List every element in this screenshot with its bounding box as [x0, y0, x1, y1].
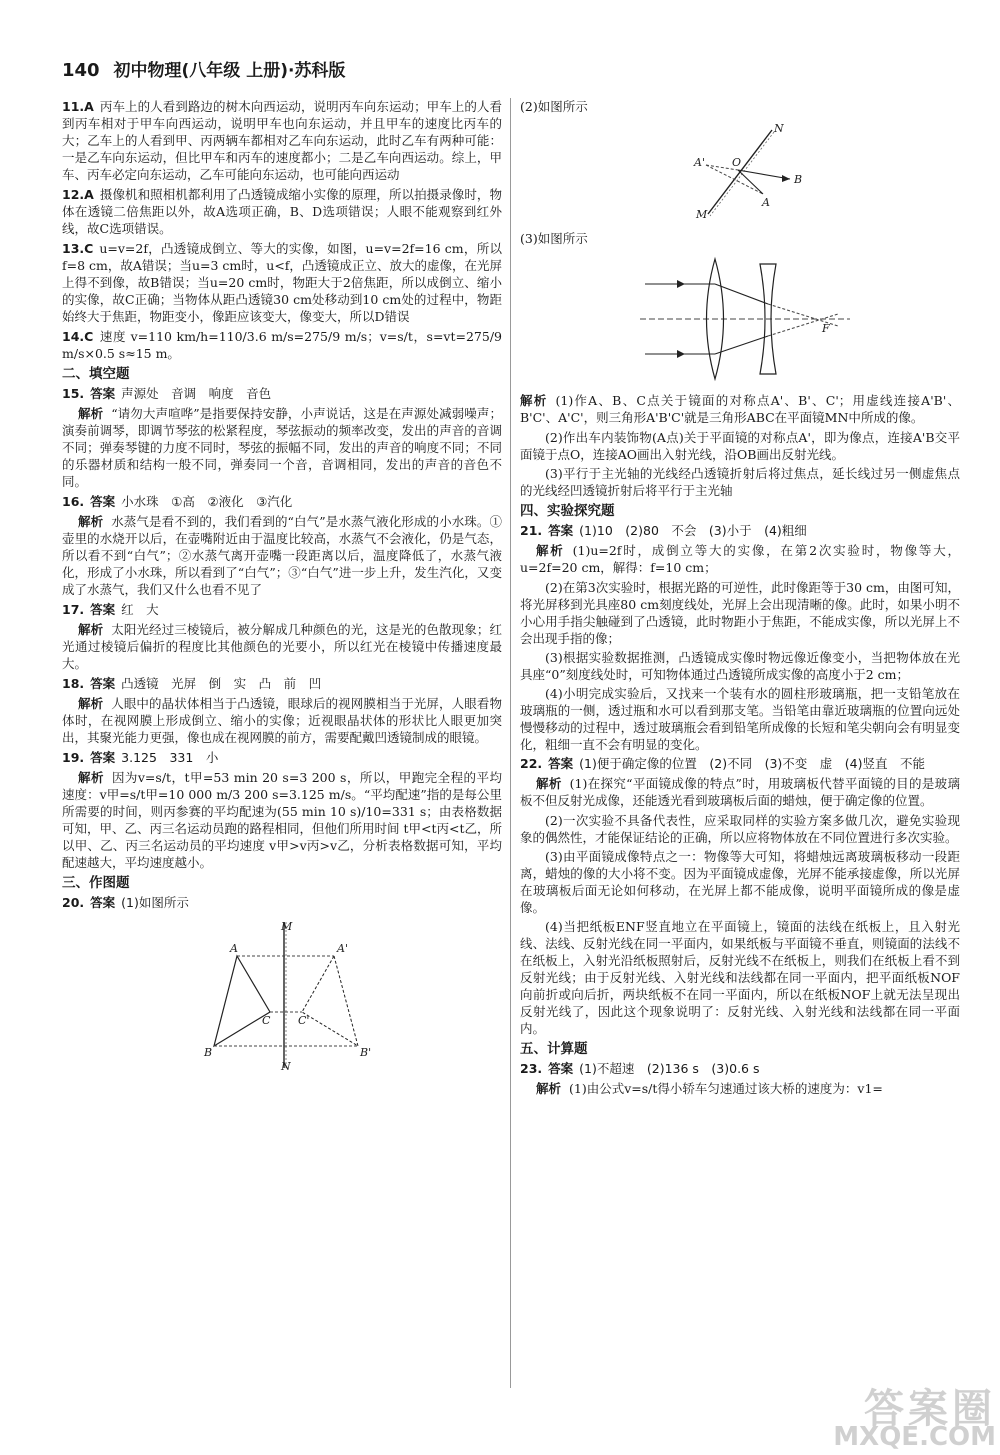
watermark: [833, 1386, 996, 1452]
mirror-reflection-figure: [520, 122, 960, 222]
label-a: A: [230, 942, 238, 955]
answer-text: (1)如图所示: [121, 895, 189, 910]
question-number: 20.: [62, 895, 85, 910]
answer-text: 小水珠 ①高 ②液化 ③汽化: [121, 494, 293, 509]
analysis-21-part2: (2)在第3次实验时，根据光路的可逆性，此时像距等于30 cm，由图可知，将光屏移到光具座80 cm刻度线处，光屏上会出现清晰的像。此时，如果小明不小心用手指尖触碰到了凸透镜，此时物距小于焦距，不能成实像，所以光屏上不会出现手指的像；: [520, 580, 960, 646]
analysis-text: 太阳光经过三棱镜后，被分解成几种颜色的光，这是光的色散现象；红光通过棱镜后偏折的程度比其他颜色的光要小，所以红光在棱镜中传播速度最大。: [62, 622, 502, 671]
analysis-22-part2: (2)一次实验不具备代表性，应采取同样的实验方案多做几次，避免实验现象的偶然性，才能保证结论的正确，所以应将物体放在不同位置进行多次实验。: [520, 813, 960, 845]
label-b: B: [204, 1046, 213, 1059]
analysis-tag: 解析: [536, 1081, 562, 1096]
question-text: 丙车上的人看到路边的树木向西运动，说明丙车向东运动；甲车上的人看到丙车相对于甲车向西运动，说明甲车也向东运动，并且甲车的速度比丙车的大；乙车上的人看到甲、丙两辆车都相对乙车向东运动，此时乙车有两种可能：一是乙车向东运动，但比甲车和丙车的速度都小；二是乙车向西运动。综上，甲车、丙车必定向东运动，乙车可能向东运动，也可能向西运动: [62, 99, 502, 182]
label-m: M: [281, 920, 293, 933]
analysis-text: 人眼中的晶状体相当于凸透镜，眼球后的视网膜相当于光屏，人眼看物体时，在视网膜上形成倒立、缩小的实像；近视眼晶状体的形状比人眼更加突出，其聚光能力更强，像也成在视网膜的前方，需要配戴凹透镜制成的眼镜。: [62, 696, 502, 745]
answer-tag: 答案: [90, 750, 116, 765]
question-number: 19.: [62, 750, 85, 765]
watermark-logo: 答案圈: [864, 1386, 996, 1432]
analysis-22-part4: (4)当把纸板ENF竖直地立在平面镜上，镜面的法线在纸板上，且入射光线、法线、反射光线在同一平面内，如果纸板与平面镜不垂直，则镜面的法线不在纸板上，入射光沿纸板照射后，反射光线不在纸板上，则我们在纸板上看不到反射光线；由于反射光线、入射光线和法线都在同一平面内，把平面纸板NOF向前折或向后折，两块纸板不在同一平面内，所以在纸板NOF上就无法呈现出反射光线了，因此这个现象说明了：反射光线、入射光线和法线都在同一平面内。: [520, 919, 960, 1036]
analysis-text: 因为v=s/t，t甲=53 min 20 s=3 200 s，所以，甲跑完全程的平均速度：v甲=s/t甲=10 000 m/3 200 s=3.125 m/s。“平均配速”指的是每公里所需要的时间，则丙参赛的平均配速为(55 min 10 s)/10=331 s；由表格数据可知，甲、乙、丙三名运动员跑的路程相同，但他们所用时间 t甲<t丙<t乙，所以甲、乙、丙三名运动员的平均速度 v甲>v丙>v乙，分析表格数据可知，平均配速越大，平均速度越小。: [62, 770, 502, 870]
label-a-prime: A': [694, 156, 705, 169]
answer-tag: 答案: [90, 895, 116, 910]
analysis-20: [520, 392, 960, 426]
analysis-tag: 解析: [536, 543, 565, 558]
analysis-text: (1)在探究“平面镜成像的特点”时，用玻璃板代替平面镜的目的是玻璃板不但反射光成像，还能透光看到玻璃板后面的蜡烛，便于确定像的位置。: [520, 776, 960, 808]
page-header: [62, 62, 345, 80]
answer-tag: 答案: [548, 756, 574, 771]
label-c-prime: C': [298, 1014, 310, 1027]
analysis-text: 水蒸气是看不到的，我们看到的“白气”是水蒸气液化形成的小水珠。①壶里的水烧开以后，在壶嘴附近由于温度比较高，水蒸气不会液化，仍是气态，所以看不到“白气”；②水蒸气离开壶嘴一段距离以后，温度降低了，水蒸气液化，形成了小水珠，所以看到了“白气”；③“白气”进一步上升，发生汽化，又变成了水蒸气，我们又什么也看不见了: [62, 514, 502, 597]
question-20: [62, 894, 502, 911]
column-divider: [510, 98, 511, 1388]
page-number: 140: [62, 60, 100, 81]
analysis-20-part3: (3)平行于主光轴的光线经凸透镜折射后将过焦点，延长线过另一侧虚焦点的光线经凹透镜折射后将平行于主光轴: [520, 466, 960, 498]
question-17: [62, 601, 502, 618]
analysis-tag: 解析: [78, 696, 104, 711]
right-column: [520, 98, 960, 1100]
answer-text: 声源处 音调 响度 音色: [121, 386, 272, 401]
label-f: F: [822, 322, 830, 335]
label-n: N: [281, 1060, 291, 1073]
analysis-tag: 解析: [78, 622, 104, 637]
analysis-22-part3: (3)由平面镜成像特点之一：物像等大可知，将蜡烛远离玻璃板移动一段距离，蜡烛的像的大小将不变。因为平面镜成虚像，光屏不能承接虚像，所以光屏在玻璃板后面无论如何移动，在光屏上都不能成像，说明平面镜所成的像是虚像。: [520, 849, 960, 915]
analysis-tag: 解析: [520, 393, 548, 408]
answer-tag: 答案: [90, 494, 116, 509]
section-heading-fill: 二、填空题: [62, 366, 130, 382]
question-text: u=v=2f，凸透镜成倒立、等大的实像，如图，u=v=2f=16 cm，所以f=8 cm，故A错误；当u=3 cm时，u<f，凸透镜成正立、放大的虚像，在光屏上得不到像，故B错误；当u=20 cm时，物距大于2倍焦距，所以成倒立、缩小的实像，故C正确；当物体从距凸透镜30 cm处移动到10 cm处的过程中，物距始终大于焦距，物距变小，像距应该变大，像变大，所以D错误: [62, 241, 502, 324]
question-number: 15.: [62, 386, 85, 401]
analysis-tag: 解析: [78, 406, 104, 421]
analysis-17: [62, 621, 502, 672]
question-15: [62, 385, 502, 402]
label-b-prime: B': [360, 1046, 372, 1059]
answer-text: 3.125 331 小: [121, 750, 219, 765]
triangle-image: [302, 956, 358, 1046]
answer-tag: 答案: [90, 676, 116, 691]
analysis-tag: 解析: [78, 770, 104, 785]
analysis-tag: 解析: [78, 514, 104, 529]
question-16: [62, 493, 502, 510]
label-a: A: [762, 196, 770, 209]
answer-tag: 答案: [548, 523, 574, 538]
question-11: [62, 98, 502, 183]
question-23: [520, 1060, 960, 1077]
label-a-prime: A': [337, 942, 348, 955]
question-number: 12.A: [62, 187, 94, 202]
question-22: [520, 755, 960, 772]
figure-3-caption: (3)如图所示: [520, 231, 588, 246]
question-14: [62, 328, 502, 362]
question-number: 23.: [520, 1061, 543, 1076]
analysis-21-part3: (3)根据实验数据推测，凸透镜成实像时物远像近像变小，当把物体放在光具座“0”刻度线处时，可知物体通过凸透镜所成实像的高度小于2 cm；: [520, 650, 960, 682]
question-number: 13.C: [62, 241, 94, 256]
left-column: [62, 98, 502, 1081]
answer-text: (1)便于确定像的位置 (2)不同 (3)不变 虚 (4)竖直 不能: [579, 756, 925, 771]
label-n: N: [774, 122, 784, 135]
label-o: O: [732, 156, 742, 169]
analysis-20-part2: (2)作出车内装饰物(A点)关于平面镜的对称点A'，即为像点，连接A'B交平面镜于点O，连接AO画出入射光线，沿OB画出反射光线。: [520, 430, 960, 462]
analysis-22: [520, 775, 960, 809]
analysis-text: (1)由公式v=s/t得小轿车匀速通过该大桥的速度为：v1=: [569, 1081, 883, 1096]
section-heading-drawing: 三、作图题: [62, 875, 130, 891]
analysis-text: (1)u=2f时，成倒立等大的实像，在第2次实验时，物像等大，u=2f=20 cm，解得：f=10 cm；: [520, 543, 960, 575]
analysis-23: [520, 1080, 960, 1097]
question-number: 22.: [520, 756, 543, 771]
answer-tag: 答案: [90, 386, 116, 401]
answer-text: (1)10 (2)80 不会 (3)小于 (4)粗细: [579, 523, 807, 538]
watermark-url: MXQE.COM: [833, 1422, 996, 1452]
answer-text: (1)不超速 (2)136 s (3)0.6 s: [579, 1061, 760, 1076]
answer-tag: 答案: [548, 1061, 574, 1076]
question-13: [62, 240, 502, 325]
question-text: 速度 v=110 km/h=110/3.6 m/s=275/9 m/s；v=s/t，s=vt=275/9 m/s×0.5 s≈15 m。: [62, 329, 502, 361]
label-m: M: [696, 208, 708, 221]
lens-ray-figure: [520, 254, 960, 384]
analysis-tag: 解析: [536, 776, 562, 791]
question-number: 14.C: [62, 329, 94, 344]
analysis-18: [62, 695, 502, 746]
answer-tag: 答案: [90, 602, 116, 617]
question-19: [62, 749, 502, 766]
question-12: [62, 186, 502, 237]
label-c: C: [262, 1014, 271, 1027]
triangle-abc: [214, 956, 270, 1046]
question-number: 18.: [62, 676, 85, 691]
question-18: [62, 675, 502, 692]
question-number: 21.: [520, 523, 543, 538]
analysis-21-part4: (4)小明完成实验后，又找来一个装有水的圆柱形玻璃瓶，把一支铅笔放在玻璃瓶的一侧，透过瓶和水可以看到那支笔。当铅笔由靠近玻璃瓶的位置向远处慢慢移动的过程中，透过玻璃瓶会看到铅笔所成像的长短和笔尖朝向会有明显变化，粗细一直不会有明显的变化。: [520, 686, 960, 752]
question-21: [520, 522, 960, 539]
question-text: 摄像机和照相机都利用了凸透镜成缩小实像的原理，所以拍摄录像时，物体在透镜二倍焦距以外，故A选项正确，B、D选项错误；人眼不能观察到红外线，故C选项错误。: [62, 187, 502, 236]
section-heading-experiment: 四、实验探究题: [520, 503, 615, 519]
question-number: 16.: [62, 494, 85, 509]
book-title: 初中物理(八年级 上册)·苏科版: [113, 61, 346, 81]
analysis-15: [62, 405, 502, 490]
analysis-16: [62, 513, 502, 598]
section-heading-calculation: 五、计算题: [520, 1041, 588, 1057]
analysis-19: [62, 769, 502, 871]
analysis-text: (1)作A、B、C点关于镜面的对称点A'、B'、C'；用虚线连接A'B'、B'C'、A'C'，则三角形A'B'C'就是三角形ABC在平面镜MN中所成的像。: [520, 393, 960, 425]
figure-2-caption: (2)如图所示: [520, 99, 588, 114]
label-b: B: [794, 173, 803, 186]
mirror-triangle-figure: [62, 918, 502, 1073]
analysis-21: [520, 542, 960, 576]
answer-text: 凸透镜 光屏 倒 实 凸 前 凹: [121, 676, 322, 691]
answer-text: 红 大: [121, 602, 159, 617]
question-number: 17.: [62, 602, 85, 617]
question-number: 11.A: [62, 99, 94, 114]
analysis-text: “请勿大声喧哗”是指要保持安静，小声说话，这是在声源处减弱噪声；演奏前调琴，即调节琴弦的松紧程度，琴弦振动的频率改变，发出的声音的音调不同；弹奏琴键的力度不同时，琴弦的振幅不同，发出的声音的响度不同；不同的乐器材质和结构一般不同，弹奏同一个音，音调相同，发出的声音的音色不同。: [62, 406, 502, 489]
